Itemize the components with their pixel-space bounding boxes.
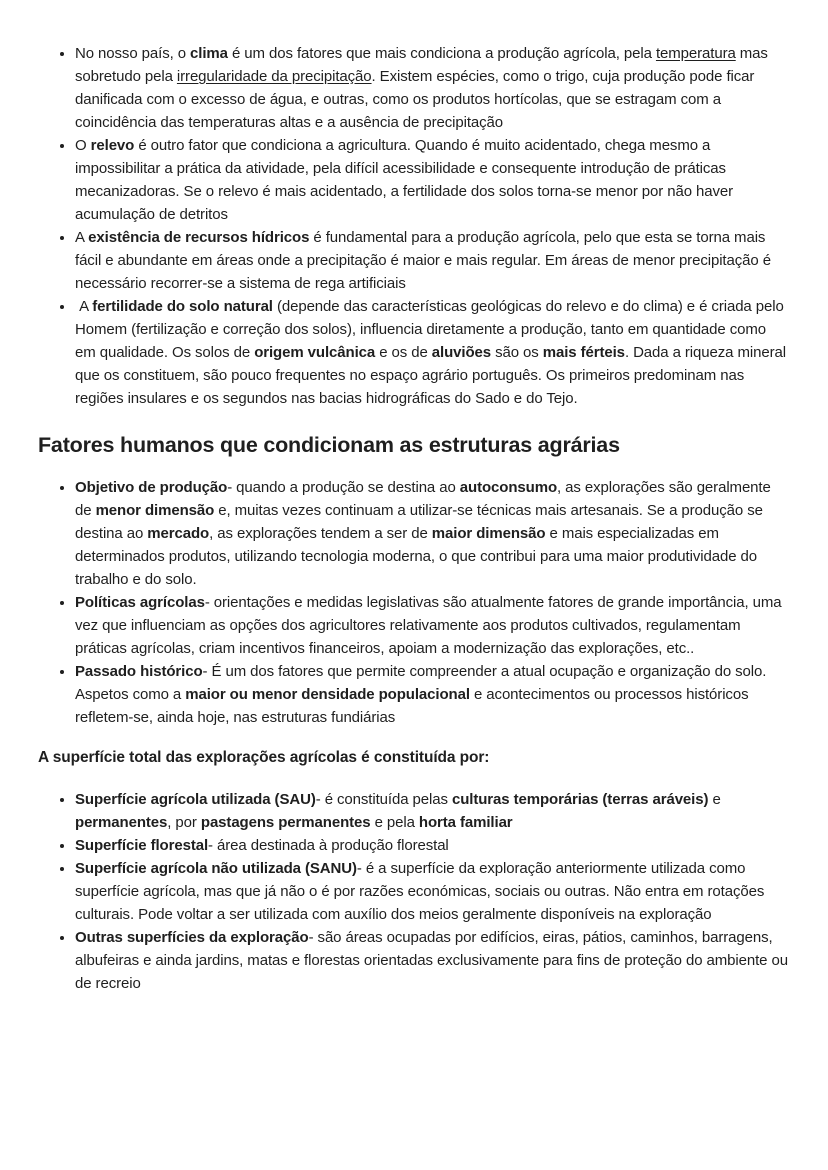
list-item: • Passado histórico- É um dos fatores que permite compreender a atual ocupação e organização do solo. Aspetos como a maior ou menor densidade populacional e acontecimentos ou processos históricos refletem-se, ainda hoje, nas estruturas fundiárias — [75, 660, 790, 729]
list-item: • Superfície agrícola não utilizada (SANU)- é a superfície da exploração anteriormente utilizada como superfície agrícola, mas que já não o é por razões económicas, sociais ou outras. Não entra em rotações culturais. Pode voltar a ser utilizada com auxílio dos meios geralmente disponíveis na exploração — [75, 857, 790, 926]
list-item: • Superfície agrícola utilizada (SAU)- é constituída pelas culturas temporárias (terras aráveis) e permanentes, por pastagens permanentes e pela horta familiar — [75, 788, 790, 834]
surface-total-subheading: A superfície total das explorações agrícolas é constituída por: — [38, 749, 490, 766]
list-item: • A existência de recursos hídricos é fundamental para a produção agrícola, pelo que esta se torna mais fácil e abundante em áreas onde a precipitação é maior e mais regular. Em áreas de menor precipitação é necessário recorrer-se a sistema de rega artificiais — [75, 226, 790, 295]
list-item: • A fertilidade do solo natural (depende das características geológicas do relevo e do clima) e é criada pelo Homem (fertilização e correção dos solos), influencia diretamente a produção, tanto em quantidade como em qualidade. Os solos de origem vulcânica e os de aluviões são os mais férteis. Dada a riqueza mineral que os constituem, são pouco frequentes no espaço agrário português. Os primeiros predominam nas regiões insulares e os segundos nas bacias hidrográficas do Sado e do Tejo. — [75, 295, 790, 410]
human-factors-list — [38, 476, 790, 729]
list-item: • Políticas agrícolas- orientações e medidas legislativas são atualmente fatores de grande importância, uma vez que influenciam as opções dos agricultores relativamente aos produtos cultivados, regulamentam práticas agrícolas, criam incentivos financeiros, apoiam a modernização das explorações, etc.. — [75, 591, 790, 660]
list-item: • No nosso país, o clima é um dos fatores que mais condiciona a produção agrícola, pela temperatura mas sobretudo pela irregularidade da precipitação. Existem espécies, como o trigo, cuja produção pode ficar danificada com o excesso de água, e outras, como os produtos hortícolas, que se estragam com a coincidência das temperaturas altas e a ausência de precipitação — [75, 42, 790, 134]
list-item: • Superfície florestal- área destinada à produção florestal — [75, 834, 790, 857]
list-item: • Outras superfícies da exploração- são áreas ocupadas por edifícios, eiras, pátios, caminhos, barragens, albufeiras e ainda jardins, matas e florestas orientadas exclusivamente para fins de proteção do ambiente ou de recreio — [75, 926, 790, 995]
human-factors-heading: Fatores humanos que condicionam as estruturas agrárias — [38, 433, 620, 457]
natural-factors-list — [38, 42, 790, 410]
list-item: • O relevo é outro fator que condiciona a agricultura. Quando é muito acidentado, chega mesmo a impossibilitar a prática da atividade, pela difícil acessibilidade e consequente introdução de práticas mecanizadoras. Se o relevo é mais acidentado, a fertilidade dos solos torna-se menor por não haver acumulação de detritos — [75, 134, 790, 226]
list-item: • Objetivo de produção- quando a produção se destina ao autoconsumo, as explorações são geralmente de menor dimensão e, muitas vezes continuam a utilizar-se técnicas mais artesanais. Se a produção se destina ao mercado, as explorações tendem a ser de maior dimensão e mais especializadas em determinados produtos, utilizando tecnologia moderna, o que contribui para uma maior produtividade do trabalho e do solo. — [75, 476, 790, 591]
surface-types-list — [38, 788, 790, 995]
